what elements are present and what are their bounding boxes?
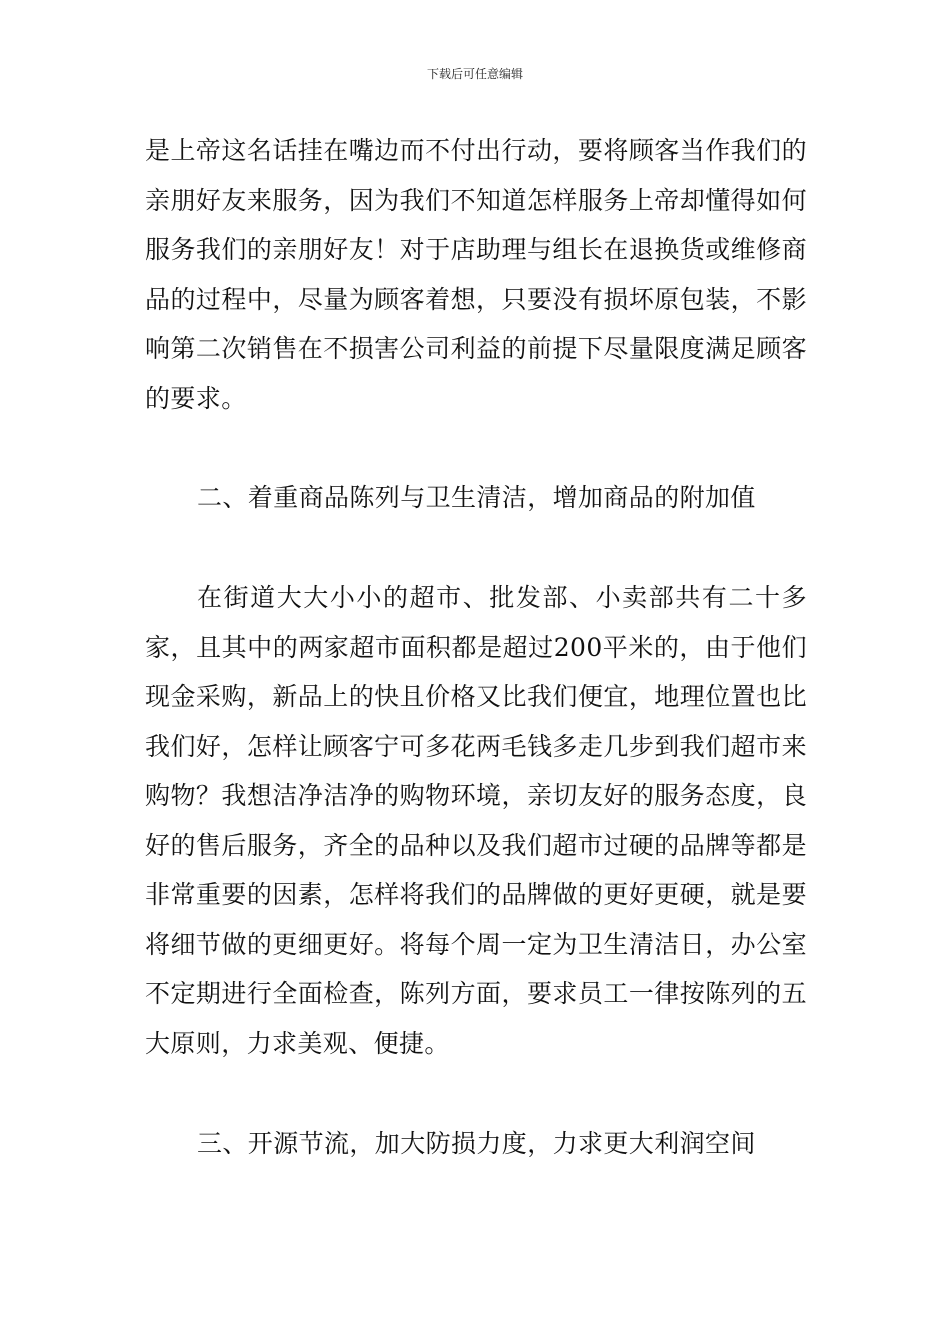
section-heading-3-wrapper <box>145 1119 807 1169</box>
section-heading-3: 三、开源节流，加大防损力度，力求更大利润空间 <box>197 1129 756 1158</box>
paragraph-customer-service: 是上帝这名话挂在嘴边而不付出行动，要将顾客当作我们的亲朋好友来服务，因为我们不知道怎样服务上帝却懂得如何服务我们的亲朋好友！对于店助理与组长在退换货或维修商品的过程中，尽量为顾客着想，只要没有损坏原包装，不影响第二次销售在不损害公司利益的前提下尽量限度满足顾客的要求。 <box>145 136 807 413</box>
document-body-middle <box>145 573 807 1068</box>
section-heading-2-wrapper <box>145 473 807 523</box>
page-header: 下载后可任意编辑 <box>426 67 523 81</box>
section-heading-2: 二、着重商品陈列与卫生清洁，增加商品的附加值 <box>197 483 756 512</box>
document-body-top <box>145 126 807 423</box>
paragraph-display-cleaning: 在街道大大小小的超市、批发部、小卖部共有二十多家，且其中的两家超市面积都是超过200平米的，由于他们现金采购，新品上的快且价格又比我们便宜，地理位置也比我们好，怎样让顾客宁可多花两毛钱多走几步到我们超市来购物？我想洁净洁净的购物环境，亲切友好的服务态度，良好的售后服务，齐全的品种以及我们超市过硬的品牌等都是非常重要的因素，怎样将我们的品牌做的更好更硬，就是要将细节做的更细更好。将每个周一定为卫生清洁日，办公室不定期进行全面检查，陈列方面，要求员工一律按陈列的五大原则，力求美观、便捷。 <box>145 583 807 1058</box>
